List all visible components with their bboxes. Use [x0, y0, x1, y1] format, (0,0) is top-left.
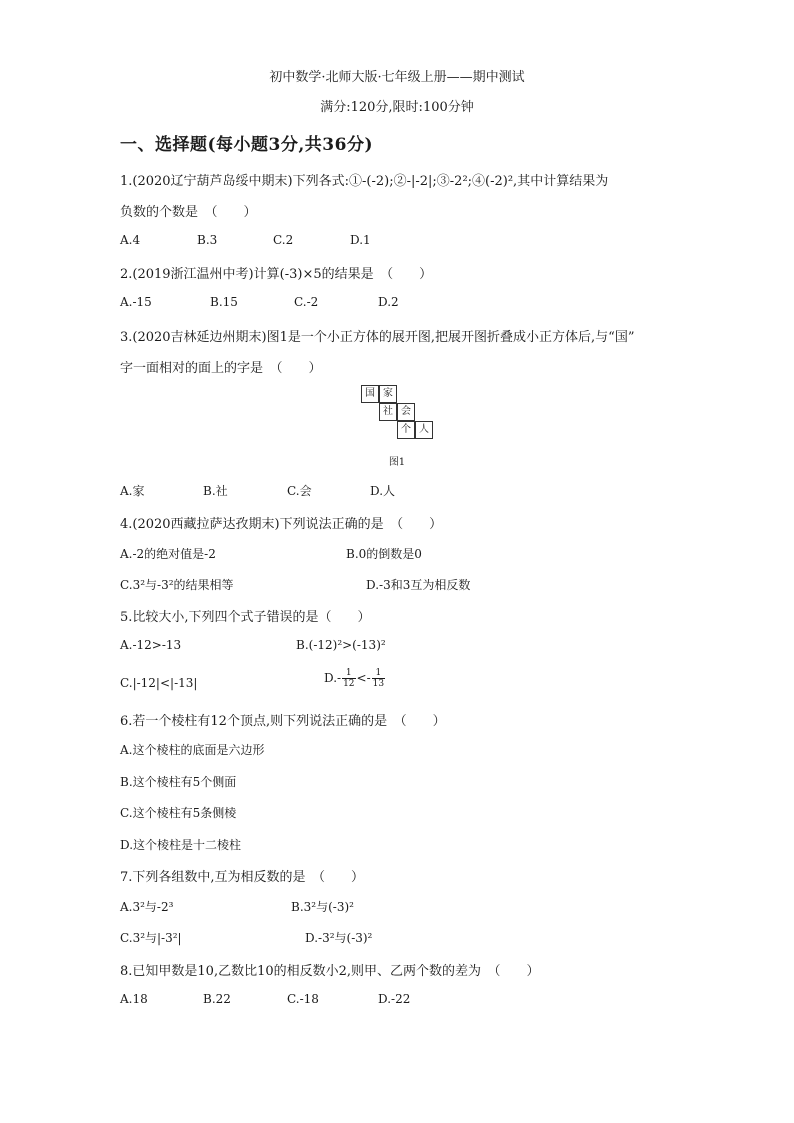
- q7-option-b: B.3²与(-3)²: [291, 900, 354, 914]
- question-1-text-cont: 负数的个数是 （ ）: [120, 205, 257, 220]
- q2-option-c: C.-2: [294, 295, 319, 309]
- q3-option-c: C.会: [287, 484, 312, 498]
- q1-option-d: D.1: [350, 233, 371, 247]
- question-8-text: 8.已知甲数是10,乙数比10的相反数小2,则甲、乙两个数的差为 （ ）: [120, 964, 540, 979]
- question-4-text: 4.(2020西藏拉萨达孜期末)下列说法正确的是 （ ）: [120, 517, 443, 532]
- question-1-text: 1.(2020辽宁葫芦岛绥中期末)下列各式:①-(-2);②-|-2|;③-2²;④(-2)²,其中计算结果为: [120, 174, 609, 189]
- q1-option-c: C.2: [273, 233, 294, 247]
- q3-option-b: B.社: [203, 484, 228, 498]
- q8-option-b: B.22: [203, 992, 231, 1006]
- question-2-text: 2.(2019浙江温州中考)计算(-3)×5的结果是 （ ）: [120, 267, 433, 282]
- q4-option-b: B.0的倒数是0: [346, 547, 422, 561]
- q2-option-b: B.15: [210, 295, 238, 309]
- question-7-text: 7.下列各组数中,互为相反数的是 （ ）: [120, 870, 365, 885]
- q6-option-b: B.这个棱柱有5个侧面: [120, 775, 237, 789]
- q8-option-d: D.-22: [378, 992, 411, 1006]
- q8-option-a: A.18: [120, 992, 148, 1006]
- q7-option-d: D.-3²与(-3)²: [305, 931, 373, 945]
- q5-option-d: [324, 668, 386, 689]
- net-cell: 人: [415, 421, 433, 439]
- net-cell: 会: [397, 403, 415, 421]
- q3-option-d: D.人: [370, 484, 396, 498]
- section-title: 一、选择题(每小题3分,共36分): [120, 135, 373, 155]
- q2-option-d: D.2: [378, 295, 399, 309]
- q7-option-c: C.3²与|-3²|: [120, 931, 182, 945]
- question-6-text: 6.若一个棱柱有12个顶点,则下列说法正确的是 （ ）: [120, 714, 446, 729]
- q6-option-a: A.这个棱柱的底面是六边形: [120, 743, 265, 757]
- q3-option-a: A.家: [120, 484, 145, 498]
- q8-option-c: C.-18: [287, 992, 319, 1006]
- q5-option-a: A.-12>-13: [120, 638, 182, 652]
- page-title: 初中数学·北师大版·七年级上册——期中测试: [269, 70, 525, 85]
- fraction-1-13: $\frac{1}{13}$: [372, 668, 385, 689]
- net-cell: 家: [379, 385, 397, 403]
- question-5-text: 5.比较大小,下列四个式子错误的是（ ）: [120, 610, 371, 625]
- q4-option-c: C.3²与-3²的结果相等: [120, 578, 234, 592]
- q2-option-a: A.-15: [120, 295, 152, 309]
- figure-caption: 图1: [388, 457, 406, 468]
- q5-option-c: C.|-12|<|-13|: [120, 676, 198, 690]
- q1-option-a: A.4: [120, 233, 141, 247]
- question-3-text: 3.(2020吉林延边州期末)图1是一个小正方体的展开图,把展开图折叠成小正方体后,与“国”: [120, 330, 635, 345]
- q7-option-a: A.3²与-2³: [120, 900, 174, 914]
- q4-option-a: A.-2的绝对值是-2: [120, 547, 216, 561]
- net-cell: 社: [379, 403, 397, 421]
- q6-option-d: D.这个棱柱是十二棱柱: [120, 838, 242, 852]
- q5-option-b: B.(-12)²>(-13)²: [296, 638, 386, 652]
- q1-option-b: B.3: [197, 233, 218, 247]
- fraction-1-12: $\frac{1}{12}$: [343, 668, 355, 689]
- q5-d-prefix: D.-: [324, 671, 342, 685]
- net-cell: 个: [397, 421, 415, 439]
- q5-d-mid: <-: [356, 671, 371, 685]
- q6-option-c: C.这个棱柱有5条侧棱: [120, 806, 237, 820]
- page-subtitle: 满分:120分,限时:100分钟: [320, 100, 474, 115]
- q4-option-d: D.-3和3互为相反数: [366, 578, 471, 592]
- cube-net-figure: [361, 385, 433, 439]
- question-3-text-cont: 字一面相对的面上的字是 （ ）: [120, 361, 322, 376]
- net-cell: 国: [361, 385, 379, 403]
